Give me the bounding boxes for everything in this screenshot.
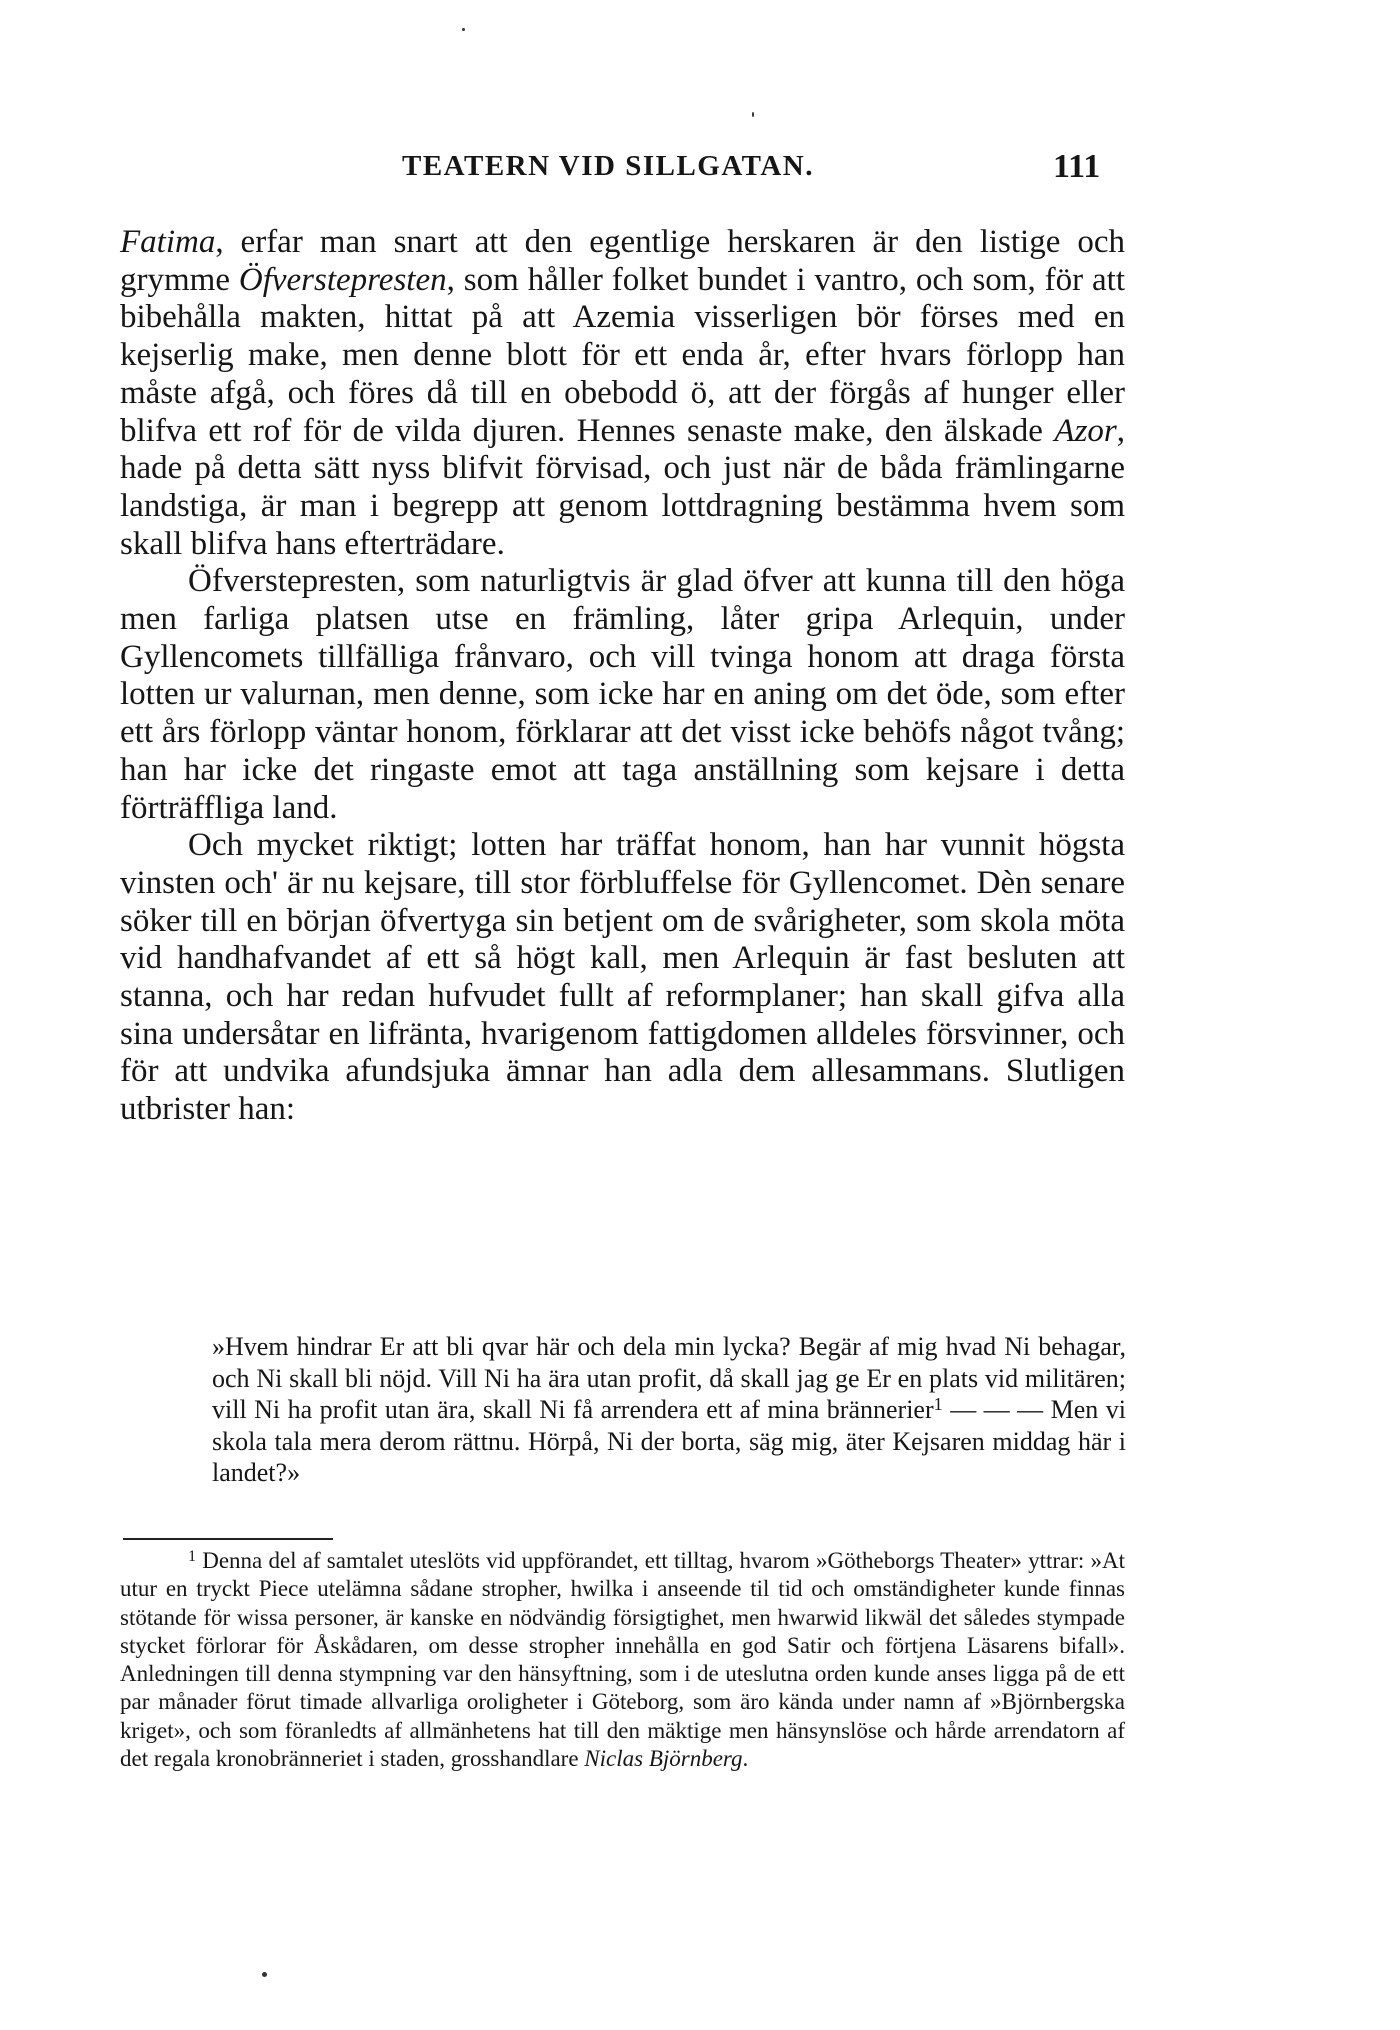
paper-speck xyxy=(462,28,465,31)
running-title: TEATERN VID SILLGATAN. xyxy=(402,150,814,182)
text-run: , som håller folket bundet i vantro, och som, för att bibehålla makten, hittat på att Azemia visserligen bör förses med en kejserlig make, men denne blott för ett enda år, efter hvars förlopp han måste afgå, och föres då till en obebodd ö, att der förgås af hunger eller blifva ett rof för de vilda djuren. Hennes senaste make, den älskade xyxy=(120,261,1125,449)
footnote-divider xyxy=(123,1538,333,1540)
italic-name: Niclas Björnberg xyxy=(584,1746,743,1772)
italic-name: Öfverstepresten xyxy=(238,261,447,298)
italic-name: Azor xyxy=(1054,412,1117,449)
footnote-text xyxy=(120,1547,1125,1773)
page-number: 111 xyxy=(1053,148,1101,185)
block-quote xyxy=(212,1331,1126,1489)
quote-text xyxy=(212,1331,1126,1489)
footnote xyxy=(120,1547,1125,1773)
paper-speck xyxy=(752,112,754,117)
footnote-reference: 1 xyxy=(933,1393,943,1414)
italic-name: Fatima xyxy=(120,224,216,260)
footnote-marker: 1 xyxy=(188,1547,197,1565)
text-run: »Hvem hindrar Er att bli qvar här och dela min lycka? Begär af mig hvad Ni behagar, och Ni skall bli nöjd. Vill Ni ha ära utan profit, då skall jag ge Er en plats vid militären; vill Ni ha profit utan ära, skall Ni få arrendera ett af mina brännerier xyxy=(212,1332,1126,1424)
text-run: , erfar man snart att den egentlige herskaren är den listige och grymme xyxy=(120,224,1125,298)
text-run: , hade på detta sätt nyss blifvit förvisad, och just när de båda främlingarne landstiga, är man i begrepp att genom lottdragning bestämma hvem som skall blifva hans efterträdare. xyxy=(120,412,1125,562)
paragraph: Öfverstepresten, som naturligtvis är glad öfver att kunna till den höga men farliga platsen utse en främling, låter gripa Arlequin, under Gyllencomets tillfälliga frånvaro, och vill tvinga honom att draga första lotten ur valurnan, men denne, som icke har en aning om det öde, som efter ett års förlopp väntar honom, förklarar att det visst icke behöfs något tvång; han har icke det ringaste emot att taga anställning som kejsare i detta förträffliga land. xyxy=(120,563,1125,826)
paragraph: Och mycket riktigt; lotten har träffat honom, han har vunnit högsta vinsten och' är nu kejsare, till stor förbluffelse för Gyllencomet. Dèn senare söker till en början öfvertyga sin betjent om de svårigheter, som skola möta vid handhafvandet af ett så högt kall, men Arlequin är fast besluten att stanna, och har redan hufvudet fullt af reformplaner; han skall gifva alla sina undersåtar en lifränta, hvarigenom fattigdomen alldeles försvinner, och för att undvika afundsjuka ämnar han adla dem allesammans. Slutligen utbrister han: xyxy=(120,827,1125,1128)
paper-speck xyxy=(262,1972,267,1977)
text-run: — — — Men vi skola tala mera derom rättnu. Hörpå, Ni der borta, säg mig, äter Kejsaren middag här i landet?» xyxy=(212,1395,1126,1487)
text-run: . xyxy=(742,1746,749,1772)
text-run: Denna del af samtalet uteslöts vid uppförandet, ett tilltag, hvarom »Götheborgs Theater» yttrar: »At utur en tryckt Piece utelämna sådane stropher, hwilka i anseende til tid och omständigheter kunde finnas stötande för wissa personer, är kanske en nödvändig försigtighet, men hwarwid likwäl det således stympade stycket förlorar för Åskådaren, om desse stropher innehålla en god Satir och förtjena Läsarens bifall». Anledningen till denna stympning var den hänsyftning, som i de uteslutna orden kunde anses ligga på de ett par månader förut timade allvarliga oroligheter i Göteborg, som äro kända under namn af »Björnbergska kriget», och som föranledts af allmänhetens hat till den mäktige men hänsynslöse och hårde arrendatorn af det regala kronobränneriet i staden, grosshandlare xyxy=(120,1548,1125,1772)
paragraph xyxy=(120,224,1125,563)
main-text xyxy=(120,224,1125,1129)
